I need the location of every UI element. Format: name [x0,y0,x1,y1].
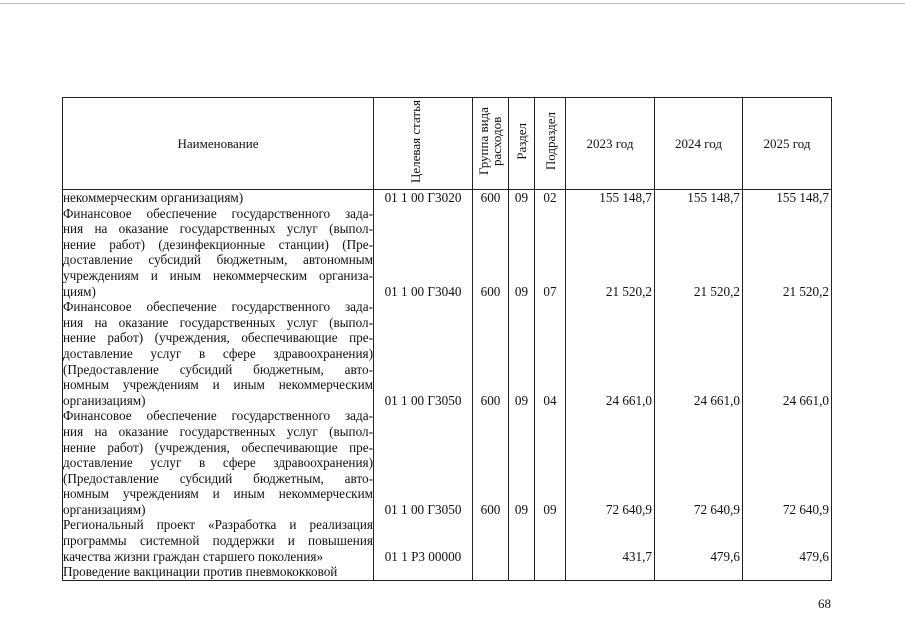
spacer [374,486,472,502]
scan-top-edge [0,3,905,4]
spacer [535,315,565,331]
name-line: доставление услуг в сфере здравоохранения) [63,345,373,361]
spacer [655,330,742,346]
spacer [535,486,565,502]
spacer [473,206,508,222]
spacer [374,299,472,315]
spacer [473,237,508,253]
spacer [743,315,831,331]
spacer [566,408,654,424]
target-code: 01 1 00 Г3050 [384,501,462,517]
amount-2025 [743,564,831,580]
spacer [655,315,742,331]
spacer [535,221,565,237]
spacer [535,424,565,440]
spacer [655,377,742,393]
spacer [509,299,534,315]
name-line: ния на оказание государственных услуг (выпол- [63,221,373,237]
name-line: нение работ) (учреждения, обеспечивающие пре- [63,439,373,455]
spacer [743,252,831,268]
amount-2024 [655,564,742,580]
name-line: (Предоставление субсидий бюджетным, авто- [63,361,373,377]
spacer [509,486,534,502]
subsection-code: 02 [543,190,557,205]
year-2025-column [743,190,832,581]
spacer [535,362,565,378]
spacer [509,455,534,471]
section-code: 09 [514,283,529,299]
header-section: Раздел [514,123,529,160]
spacer [473,346,508,362]
spacer [743,471,831,487]
amount-2023: 21 520,2 [605,283,652,299]
spacer [655,252,742,268]
name-line: доставление услуг в сфере здравоохранения) [63,455,373,471]
spacer [566,315,654,331]
spacer [566,206,654,222]
spacer [743,533,831,549]
spacer [655,486,742,502]
spacer [509,362,534,378]
spacer [566,424,654,440]
spacer [655,237,742,253]
spacer [743,299,831,315]
section-code [509,564,534,580]
spacer [374,424,472,440]
header-2023: 2023 год [566,98,655,190]
group-column [473,190,509,581]
spacer [566,455,654,471]
name-line: (Предоставление субсидий бюджетным, авто- [63,470,373,486]
spacer [509,440,534,456]
name-line: номным учреждениям и иным некоммерческим [63,486,373,502]
name-line: номным учреждениям и иным некоммерческим [63,377,373,393]
spacer [535,330,565,346]
section-code [509,549,534,565]
spacer [509,252,534,268]
amount-2023: 72 640,9 [605,501,652,517]
target-code [374,564,472,580]
spacer [535,299,565,315]
spacer [509,221,534,237]
section-code: 09 [514,392,529,408]
spacer [473,486,508,502]
spacer [566,377,654,393]
amount-2024: 479,6 [710,548,740,564]
amount-2025: 21 520,2 [782,283,829,299]
spacer [374,237,472,253]
spacer [535,471,565,487]
spacer [473,299,508,315]
spacer [743,268,831,284]
page-number: 68 [818,596,831,611]
spacer [473,517,508,533]
spacer [743,424,831,440]
spacer [743,362,831,378]
spacer [566,471,654,487]
spacer [566,221,654,237]
header-2025: 2025 год [743,98,832,190]
spacer [374,362,472,378]
spacer [535,252,565,268]
amount-2025: 72 640,9 [782,501,829,517]
amount-2025: 155 148,7 [776,190,829,205]
spacer [655,471,742,487]
spacer [743,346,831,362]
section-column [509,190,535,581]
spacer [509,330,534,346]
spacer [655,299,742,315]
name-line: некоммерческим организациям) [63,190,244,205]
target-code: 01 1 00 Г3050 [384,392,462,408]
header-subsection: Подраздел [542,112,558,171]
name-line: ния на оказание государственных услуг (выпол- [63,423,373,439]
spacer [535,377,565,393]
amount-2023: 155 148,7 [599,190,652,205]
year-2023-column [566,190,655,581]
spacer [566,346,654,362]
spacer [374,268,472,284]
target-code: 01 1 P3 00000 [384,548,462,564]
spacer [566,533,654,549]
spacer [655,424,742,440]
name-line: организациям) [63,501,146,517]
spacer [473,440,508,456]
spacer [473,377,508,393]
spacer [374,377,472,393]
name-line: Финансовое обеспечение государственного зада- [63,299,373,315]
header-name: Наименование [63,98,374,190]
expense-group: 600 [480,190,501,205]
spacer [473,221,508,237]
spacer [566,440,654,456]
spacer [535,455,565,471]
spacer [473,268,508,284]
spacer [743,455,831,471]
spacer [655,346,742,362]
expense-group [473,549,508,565]
spacer [374,517,472,533]
name-line: Финансовое обеспечение государственного зада- [63,408,373,424]
spacer [655,455,742,471]
spacer [743,408,831,424]
budget-table [62,97,832,581]
spacer [374,533,472,549]
spacer [535,517,565,533]
target-code: 01 1 00 Г3040 [384,283,462,299]
spacer [374,252,472,268]
name-line: программы системной поддержки и повышения [63,533,373,549]
spacer [509,517,534,533]
name-line: ния на оказание государственных услуг (выпол- [63,314,373,330]
spacer [655,533,742,549]
name-line: нение работ) (учреждения, обеспечивающие пре- [63,330,373,346]
spacer [743,440,831,456]
expense-group: 600 [480,392,501,408]
table-body [63,190,832,581]
spacer [509,471,534,487]
spacer [566,362,654,378]
spacer [566,330,654,346]
header-group: Группа вида расходов [475,107,504,176]
expense-group: 600 [480,283,501,299]
spacer [374,206,472,222]
name-line: Региональный проект «Разработка и реализация [63,517,373,533]
spacer [655,362,742,378]
spacer [509,346,534,362]
spacer [535,533,565,549]
section-code: 09 [514,501,529,517]
spacer [374,440,472,456]
target-code: 01 1 00 Г3020 [384,190,462,205]
year-2024-column [655,190,743,581]
spacer [535,268,565,284]
spacer [566,486,654,502]
spacer [566,299,654,315]
spacer [535,346,565,362]
spacer [509,206,534,222]
subsection-code: 04 [543,392,557,408]
target-column [374,190,473,581]
name-line: учреждениям и иным некоммерческим организа- [63,267,373,283]
spacer [374,471,472,487]
spacer [473,533,508,549]
spacer [509,377,534,393]
spacer [566,517,654,533]
name-line: Финансовое обеспечение государственного зада- [63,205,373,221]
amount-2023: 24 661,0 [605,392,652,408]
name-line: качества жизни граждан старшего поколения» [63,548,324,564]
spacer [655,206,742,222]
name-line: доставление субсидий бюджетным, автономным [63,252,373,268]
name-line: Проведение вакцинации против пневмококковой [63,564,338,580]
name-column [63,190,374,581]
amount-2024: 155 148,7 [687,190,740,205]
amount-2023 [566,564,654,580]
spacer [743,486,831,502]
subsection-code [535,564,565,580]
spacer [566,237,654,253]
spacer [473,362,508,378]
spacer [509,268,534,284]
spacer [374,408,472,424]
amount-2025: 24 661,0 [782,392,829,408]
spacer [509,237,534,253]
spacer [655,440,742,456]
subsection-code: 07 [543,283,557,299]
spacer [473,455,508,471]
spacer [473,408,508,424]
spacer [655,268,742,284]
amount-2023: 431,7 [622,548,652,564]
spacer [535,206,565,222]
subsection-code: 09 [543,501,557,517]
header-2024: 2024 год [655,98,743,190]
spacer [655,408,742,424]
spacer [473,330,508,346]
amount-2024: 21 520,2 [693,283,740,299]
spacer [374,315,472,331]
header-target: Целевая статья [408,99,423,183]
spacer [374,221,472,237]
spacer [743,330,831,346]
expense-group: 600 [480,501,501,517]
spacer [743,221,831,237]
spacer [535,408,565,424]
spacer [743,517,831,533]
table-header-row [63,98,832,190]
spacer [743,237,831,253]
spacer [535,237,565,253]
amount-2025: 479,6 [799,548,829,564]
expense-group [473,564,508,580]
spacer [566,268,654,284]
amount-2024: 24 661,0 [693,392,740,408]
spacer [473,471,508,487]
name-line: циям) [63,283,96,299]
section-code: 09 [514,190,529,205]
spacer [566,252,654,268]
spacer [473,424,508,440]
spacer [473,315,508,331]
spacer [743,206,831,222]
spacer [655,517,742,533]
spacer [535,440,565,456]
subsection-code [535,549,565,565]
spacer [374,455,472,471]
spacer [509,424,534,440]
spacer [655,221,742,237]
spacer [509,315,534,331]
spacer [743,377,831,393]
name-line: нение работ) (дезинфекционные станции) (Пре- [63,236,373,252]
name-line: организациям) [63,392,146,408]
amount-2024: 72 640,9 [693,501,740,517]
spacer [374,346,472,362]
subsection-column [535,190,566,581]
spacer [473,252,508,268]
spacer [509,533,534,549]
spacer [509,408,534,424]
spacer [374,330,472,346]
